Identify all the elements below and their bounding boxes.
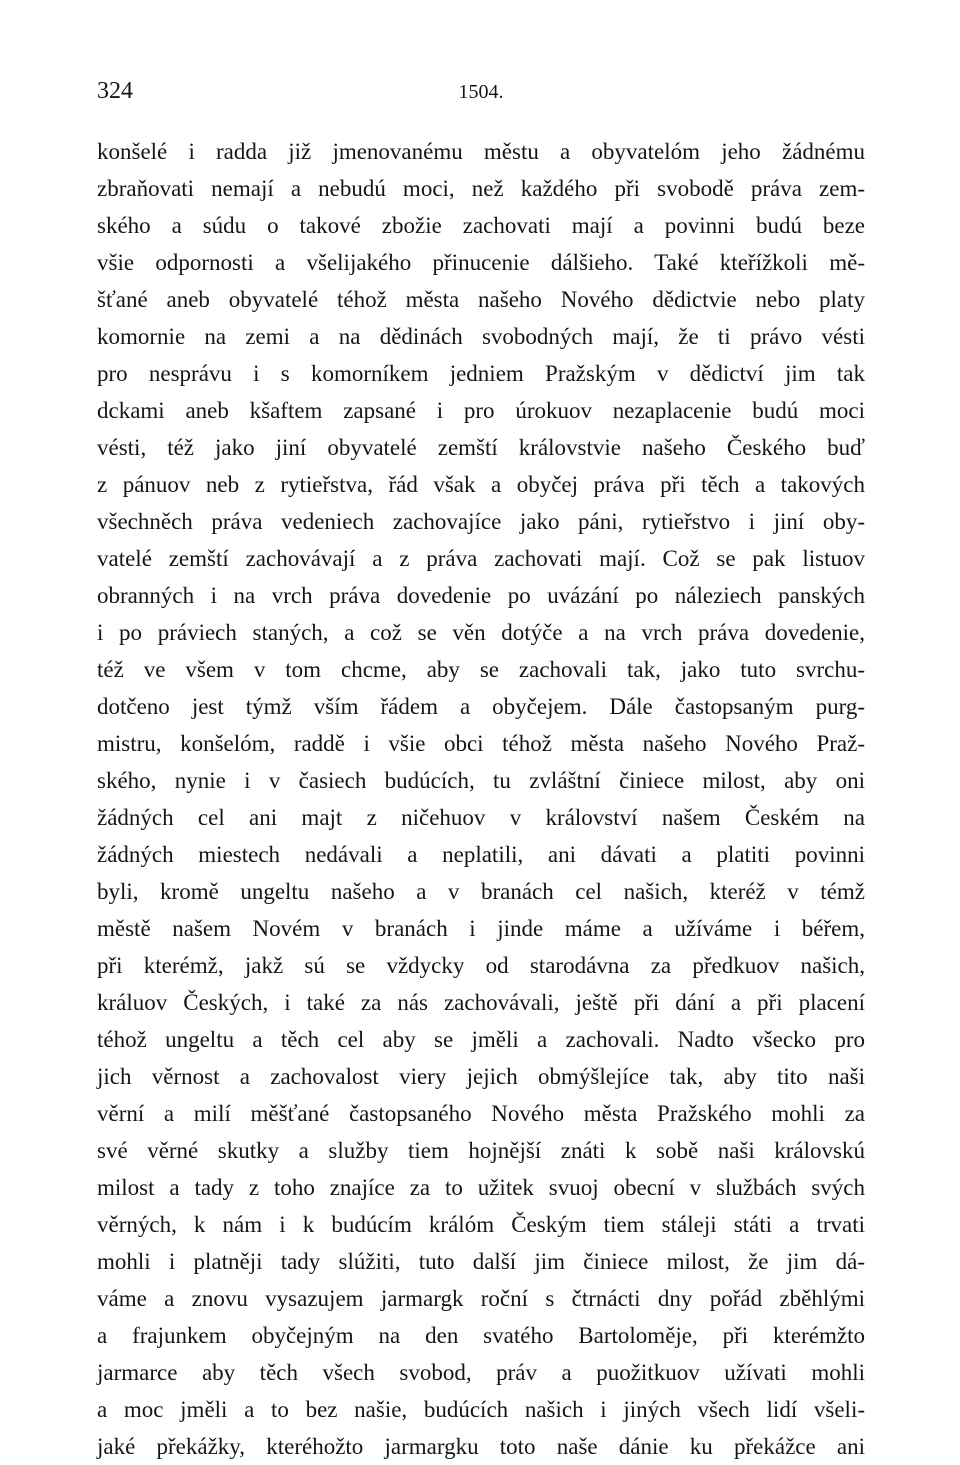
page-number: 324: [97, 78, 133, 104]
text-line: vatelé zemští zachovávají a z práva zachovati mají. Což se pak listuov: [97, 546, 865, 571]
text-line: zbraňovati nemají a nebudú moci, než každého při svobodě práva zem-: [97, 176, 865, 201]
text-line: konšelé i radda již jmenovanému městu a obyvatelóm jeho žádnému: [97, 139, 865, 164]
text-line: jaké překážky, kteréhožto jarmargku toto naše dánie ku překážce ani: [97, 1434, 865, 1459]
text-line: a moc jměli a to bez našie, budúcích našich i jiných všech lidí všeli-: [97, 1397, 865, 1422]
text-line: téhož ungeltu a těch cel aby se jměli a zachovali. Nadto všecko pro: [97, 1027, 865, 1052]
text-line: a frajunkem obyčejným na den svatého Bartoloměje, při kterémžto: [97, 1323, 865, 1348]
header-year: 1504.: [458, 81, 504, 103]
text-line: pro nesprávu i s komorníkem jedniem Pražským v dědictví jim tak: [97, 361, 865, 386]
text-line: váme a znovu vysazujem jarmargk roční s čtrnácti dny pořád zběhlými: [97, 1286, 865, 1311]
text-line: věrní a milí měšťané častopsaného Nového města Pražského mohli za: [97, 1101, 865, 1126]
text-line: jarmarce aby těch všech svobod, práv a puožitkuov užívati mohli: [97, 1360, 865, 1385]
running-header: [97, 76, 865, 112]
text-line: komornie na zemi a na dědinách svobodných mají, že ti právo vésti: [97, 324, 865, 349]
text-line: vésti, též jako jiní obyvatelé zemští královstvie našeho Českého buď: [97, 435, 865, 460]
text-line: všechněch práva vedeniech zachovajíce jako páni, rytieřstvo i jiní oby-: [97, 509, 865, 534]
text-line: z pánuov neb z rytieřstva, řád však a obyčej práva při těch a takových: [97, 472, 865, 497]
text-line: věrných, k nám i k budúcím králóm Českým tiem stáleji státi a trvati: [97, 1212, 865, 1237]
text-line: byli, kromě ungeltu našeho a v branách cel našich, kteréž v témž: [97, 879, 865, 904]
text-line: ského, nynie i v časiech budúcích, tu zvláštní činiece milost, aby oni: [97, 768, 865, 793]
text-line: i po práviech staných, a což se věn dotýče a na vrch práva dovedenie,: [97, 620, 865, 645]
text-line: jich věrnost a zachovalost viery jejich obmýšlejíce tak, aby tito naši: [97, 1064, 865, 1089]
text-line: své věrné skutky a služby tiem hojnější znáti k sobě naši královskú: [97, 1138, 865, 1163]
text-line: při kterémž, jakž sú se vždycky od starodávna za předkuov našich,: [97, 953, 865, 978]
text-line: dckami aneb kšaftem zapsané i pro úrokuov nezaplacenie budú moci: [97, 398, 865, 423]
text-line: městě našem Novém v branách i jinde máme a užíváme i béřem,: [97, 916, 865, 941]
text-line: mohli i platněji tady slúžiti, tuto další jim činiece milost, že jim dá-: [97, 1249, 865, 1274]
text-line: dotčeno jest týmž vším řádem a obyčejem. Dále častopsaným purg-: [97, 694, 865, 719]
text-line: obranných i na vrch práva dovedenie po uvázání po náleziech panských: [97, 583, 865, 608]
text-line: všie odpornosti a všelijakého přinucenie dálšieho. Také kteřížkoli mě-: [97, 250, 865, 275]
text-line: ského a súdu o takové zbožie zachovati mají a povinni budú beze: [97, 213, 865, 238]
text-line: šťané aneb obyvatelé téhož města našeho Nového dědictvie nebo platy: [97, 287, 865, 312]
text-line: žádných cel ani majt z ničehuov v království našem Českém na: [97, 805, 865, 830]
text-line: též ve všem v tom chcme, aby se zachovali tak, jako tuto svrchu-: [97, 657, 865, 682]
text-line: žádných miestech nedávali a neplatili, ani dávati a platiti povinni: [97, 842, 865, 867]
body-text: [97, 133, 865, 1465]
text-line: milost a tady z toho znajíce za to užitek svuoj obecní v službách svých: [97, 1175, 865, 1200]
text-line: mistru, konšelóm, raddě i všie obci téhož města našeho Nového Praž-: [97, 731, 865, 756]
text-line: králuov Českých, i také za nás zachovávali, ještě při dání a při placení: [97, 990, 865, 1015]
